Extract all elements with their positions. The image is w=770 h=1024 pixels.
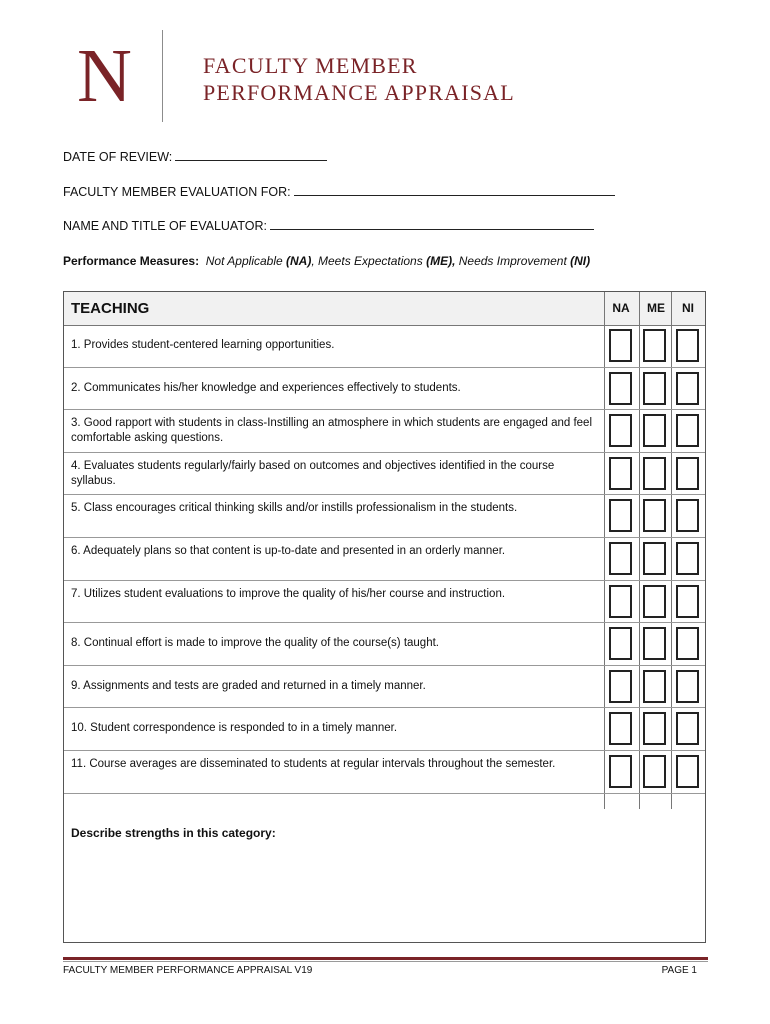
logo-letter: N bbox=[77, 34, 132, 118]
column-header-na: NA bbox=[612, 301, 630, 315]
criterion-row bbox=[64, 708, 705, 751]
footer-page-number: PAGE 1 bbox=[661, 965, 697, 976]
checkbox-ni[interactable] bbox=[676, 627, 699, 660]
logo-divider bbox=[162, 30, 163, 122]
criterion-text: 10. Student correspondence is responded to in a timely manner. bbox=[71, 722, 398, 735]
measures-ni-abbr: (NI) bbox=[570, 254, 591, 268]
criterion-row bbox=[64, 623, 705, 666]
criterion-text: 7. Utilizes student evaluations to improve the quality of his/her course and instruction. bbox=[71, 587, 506, 600]
checkbox-ni[interactable] bbox=[676, 499, 699, 532]
criterion-row bbox=[64, 453, 705, 496]
criterion-row bbox=[64, 538, 705, 581]
checkbox-ni[interactable] bbox=[676, 755, 699, 788]
checkbox-ni[interactable] bbox=[676, 414, 699, 447]
evaluator-label: NAME AND TITLE OF EVALUATOR: bbox=[63, 219, 267, 233]
section-header-row bbox=[64, 292, 705, 326]
section-title: TEACHING bbox=[71, 300, 150, 317]
checkbox-me[interactable] bbox=[643, 499, 666, 532]
measures-na-text: Not Applicable bbox=[205, 254, 287, 268]
criterion-row bbox=[64, 751, 705, 794]
checkbox-ni[interactable] bbox=[676, 457, 699, 490]
criterion-row bbox=[64, 325, 705, 368]
checkbox-ni[interactable] bbox=[676, 329, 699, 362]
criterion-text: 11. Course averages are disseminated to students at regular intervals throughout the semester. bbox=[71, 758, 556, 770]
checkbox-ni[interactable] bbox=[676, 372, 699, 405]
checkbox-na[interactable] bbox=[609, 542, 632, 575]
document-title-line2: PERFORMANCE APPRAISAL bbox=[203, 80, 515, 105]
checkbox-ni[interactable] bbox=[676, 712, 699, 745]
criterion-row bbox=[64, 581, 705, 624]
document-title-line1: FACULTY MEMBER bbox=[203, 53, 418, 78]
footer-rule bbox=[63, 957, 708, 960]
footer-rule-thin bbox=[63, 961, 708, 962]
measures-na-abbr: (NA) bbox=[286, 254, 312, 268]
criterion-text: 9. Assignments and tests are graded and returned in a timely manner. bbox=[71, 679, 426, 692]
document-title bbox=[203, 52, 515, 106]
footer-document-name: FACULTY MEMBER PERFORMANCE APPRAISAL V19 bbox=[63, 965, 313, 976]
criterion-text: 3. Good rapport with students in class-Instilling an atmosphere in which students are engaged and feel comfortable asking questions. bbox=[71, 417, 593, 445]
checkbox-na[interactable] bbox=[609, 755, 632, 788]
checkbox-na[interactable] bbox=[609, 627, 632, 660]
checkbox-me[interactable] bbox=[643, 585, 666, 618]
evaluation-for-field bbox=[63, 185, 615, 199]
date-of-review-line[interactable] bbox=[175, 159, 327, 161]
criterion-text: 2. Communicates his/her knowledge and experiences effectively to students. bbox=[71, 381, 461, 394]
strengths-label: Describe strengths in this category: bbox=[71, 826, 276, 840]
performance-measures-legend bbox=[63, 254, 590, 268]
checkbox-me[interactable] bbox=[643, 712, 666, 745]
criterion-text: 5. Class encourages critical thinking skills and/or instills professionalism in the students. bbox=[71, 502, 518, 515]
checkbox-ni[interactable] bbox=[676, 670, 699, 703]
criterion-row bbox=[64, 368, 705, 411]
checkbox-na[interactable] bbox=[609, 670, 632, 703]
date-of-review-field bbox=[63, 150, 327, 164]
checkbox-me[interactable] bbox=[643, 627, 666, 660]
measures-me-abbr: (ME), bbox=[426, 254, 456, 268]
checkbox-na[interactable] bbox=[609, 457, 632, 490]
measures-ni-text: Needs Improvement bbox=[455, 254, 571, 268]
criterion-row bbox=[64, 666, 705, 709]
column-header-ni: NI bbox=[682, 301, 694, 315]
teaching-section-table bbox=[63, 291, 706, 943]
checkbox-na[interactable] bbox=[609, 329, 632, 362]
criterion-text: 8. Continual effort is made to improve the quality of the course(s) taught. bbox=[71, 637, 439, 650]
evaluator-field bbox=[63, 219, 594, 233]
checkbox-me[interactable] bbox=[643, 670, 666, 703]
measures-me-text: , Meets Expectations bbox=[311, 254, 427, 268]
measures-label: Performance Measures: bbox=[63, 254, 200, 268]
checkbox-na[interactable] bbox=[609, 414, 632, 447]
checkbox-na[interactable] bbox=[609, 499, 632, 532]
checkbox-me[interactable] bbox=[643, 329, 666, 362]
checkbox-me[interactable] bbox=[643, 457, 666, 490]
column-header-me: ME bbox=[647, 301, 665, 315]
checkbox-na[interactable] bbox=[609, 372, 632, 405]
criterion-row bbox=[64, 410, 705, 453]
criterion-text: 4. Evaluates students regularly/fairly based on outcomes and objectives identified in the course syllabus. bbox=[71, 459, 555, 487]
criterion-row bbox=[64, 495, 705, 538]
checkbox-me[interactable] bbox=[643, 372, 666, 405]
checkbox-ni[interactable] bbox=[676, 542, 699, 575]
checkbox-na[interactable] bbox=[609, 585, 632, 618]
evaluation-for-line[interactable] bbox=[294, 194, 615, 196]
criterion-text: 1. Provides student-centered learning opportunities. bbox=[71, 339, 335, 351]
date-of-review-label: DATE OF REVIEW: bbox=[63, 150, 173, 164]
checkbox-na[interactable] bbox=[609, 712, 632, 745]
checkbox-me[interactable] bbox=[643, 542, 666, 575]
checkbox-ni[interactable] bbox=[676, 585, 699, 618]
checkbox-me[interactable] bbox=[643, 414, 666, 447]
criterion-text: 6. Adequately plans so that content is up-to-date and presented in an orderly manner. bbox=[71, 545, 506, 557]
checkbox-me[interactable] bbox=[643, 755, 666, 788]
evaluator-line[interactable] bbox=[270, 228, 594, 230]
evaluation-for-label: FACULTY MEMBER EVALUATION FOR: bbox=[63, 185, 291, 199]
